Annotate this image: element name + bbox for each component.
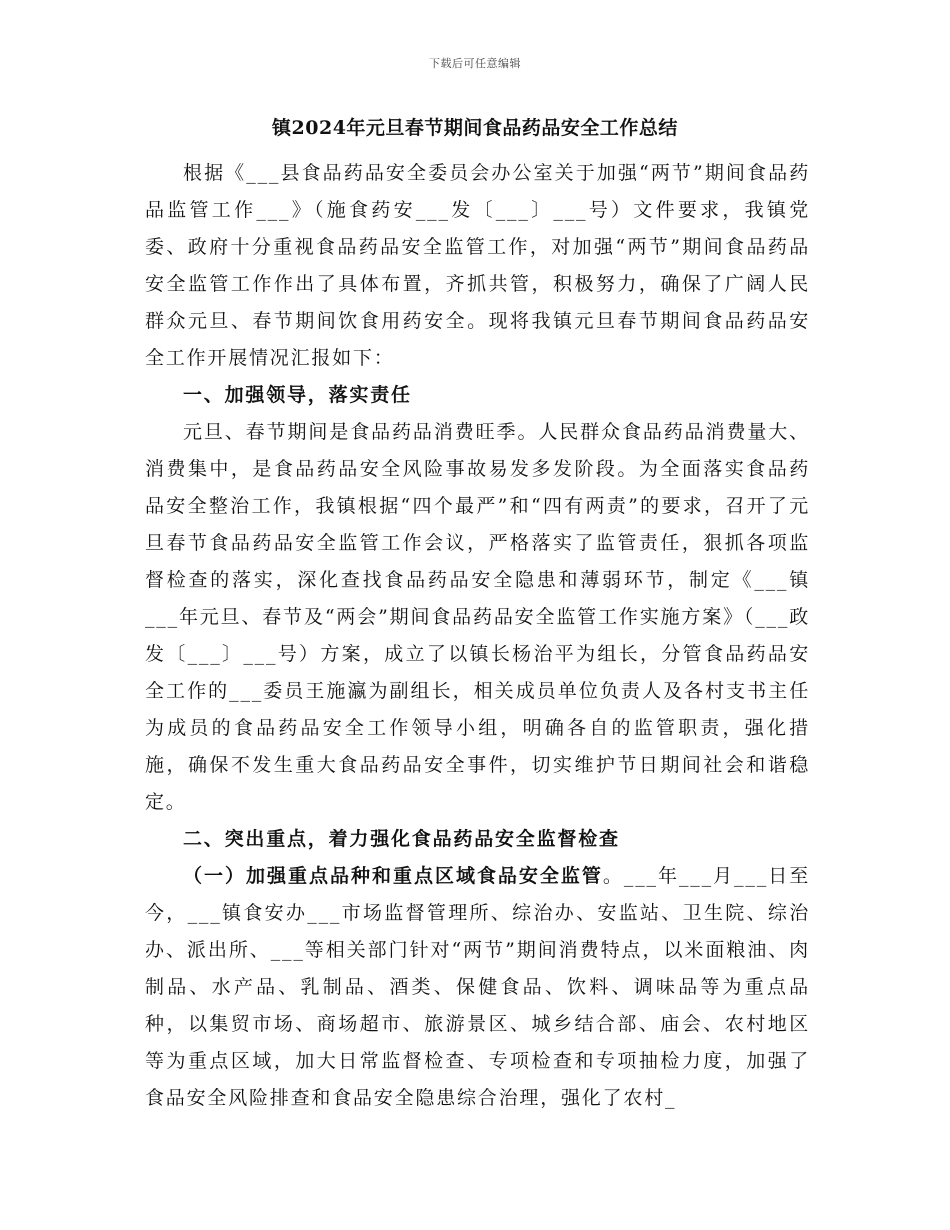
document-title: 镇2024年元旦春节期间食品药品安全工作总结 <box>272 117 678 139</box>
subsection-1-lead: （一）加强重点品种和重点区域食品安全监管 <box>183 865 603 887</box>
document-body <box>145 155 810 1117</box>
section-heading-2: 二、突出重点，着力强化食品药品安全监督检查 <box>183 828 620 850</box>
header-note: 下载后可任意编辑 <box>429 57 521 70</box>
intro-paragraph: 根据《___县食品药品安全委员会办公室关于加强“两节”期间食品药品监管工作___》（施食药安___发〔___〕___号）文件要求，我镇党委、政府十分重视食品药品安全监管工作，对加强“两节”期间食品药品安全监管工作作出了具体布置，齐抓共管，积极努力，确保了广阔人民群众元旦、春节期间饮食用药安全。现将我镇元旦春节期间食品药品安全工作开展情况汇报如下： <box>145 162 810 369</box>
section-heading-1: 一、加强领导，落实责任 <box>183 384 412 406</box>
subsection-1-body: 。___年___月___日至今，___镇食安办___市场监督管理所、综治办、安监站、卫生院、综治办、派出所、___等相关部门针对“两节”期间消费特点，以米面粮油、肉制品、水产品、乳制品、酒类、保健食品、饮料、调味品等为重点品种，以集贸市场、商场超市、旅游景区、城乡结合部、庙会、农村地区等为重点区域，加大日常监督检查、专项检查和专项抽检力度，加强了食品安全风险排查和食品安全隐患综合治理，强化了农村_ <box>145 865 810 1109</box>
section-1-paragraph: 元旦、春节期间是食品药品消费旺季。人民群众食品药品消费量大、消费集中，是食品药品安全风险事故易发多发阶段。为全面落实食品药品安全整治工作，我镇根据“四个最严”和“四有两责”的要求，召开了元旦春节食品药品安全监管工作会议，严格落实了监管责任，狠抓各项监督检查的落实，深化查找食品药品安全隐患和薄弱环节，制定《___镇___年元旦、春节及“两会”期间食品药品安全监管工作实施方案》（___政发〔___〕___号）方案，成立了以镇长杨治平为组长，分管食品药品安全工作的___委员王施瀛为副组长，相关成员单位负责人及各村支书主任为成员的食品药品安全工作领导小组，明确各自的监管职责，强化措施，确保不发生重大食品药品安全事件，切实维护节日期间社会和谐稳定。 <box>145 421 810 813</box>
subsection-1-paragraph <box>145 858 810 1117</box>
